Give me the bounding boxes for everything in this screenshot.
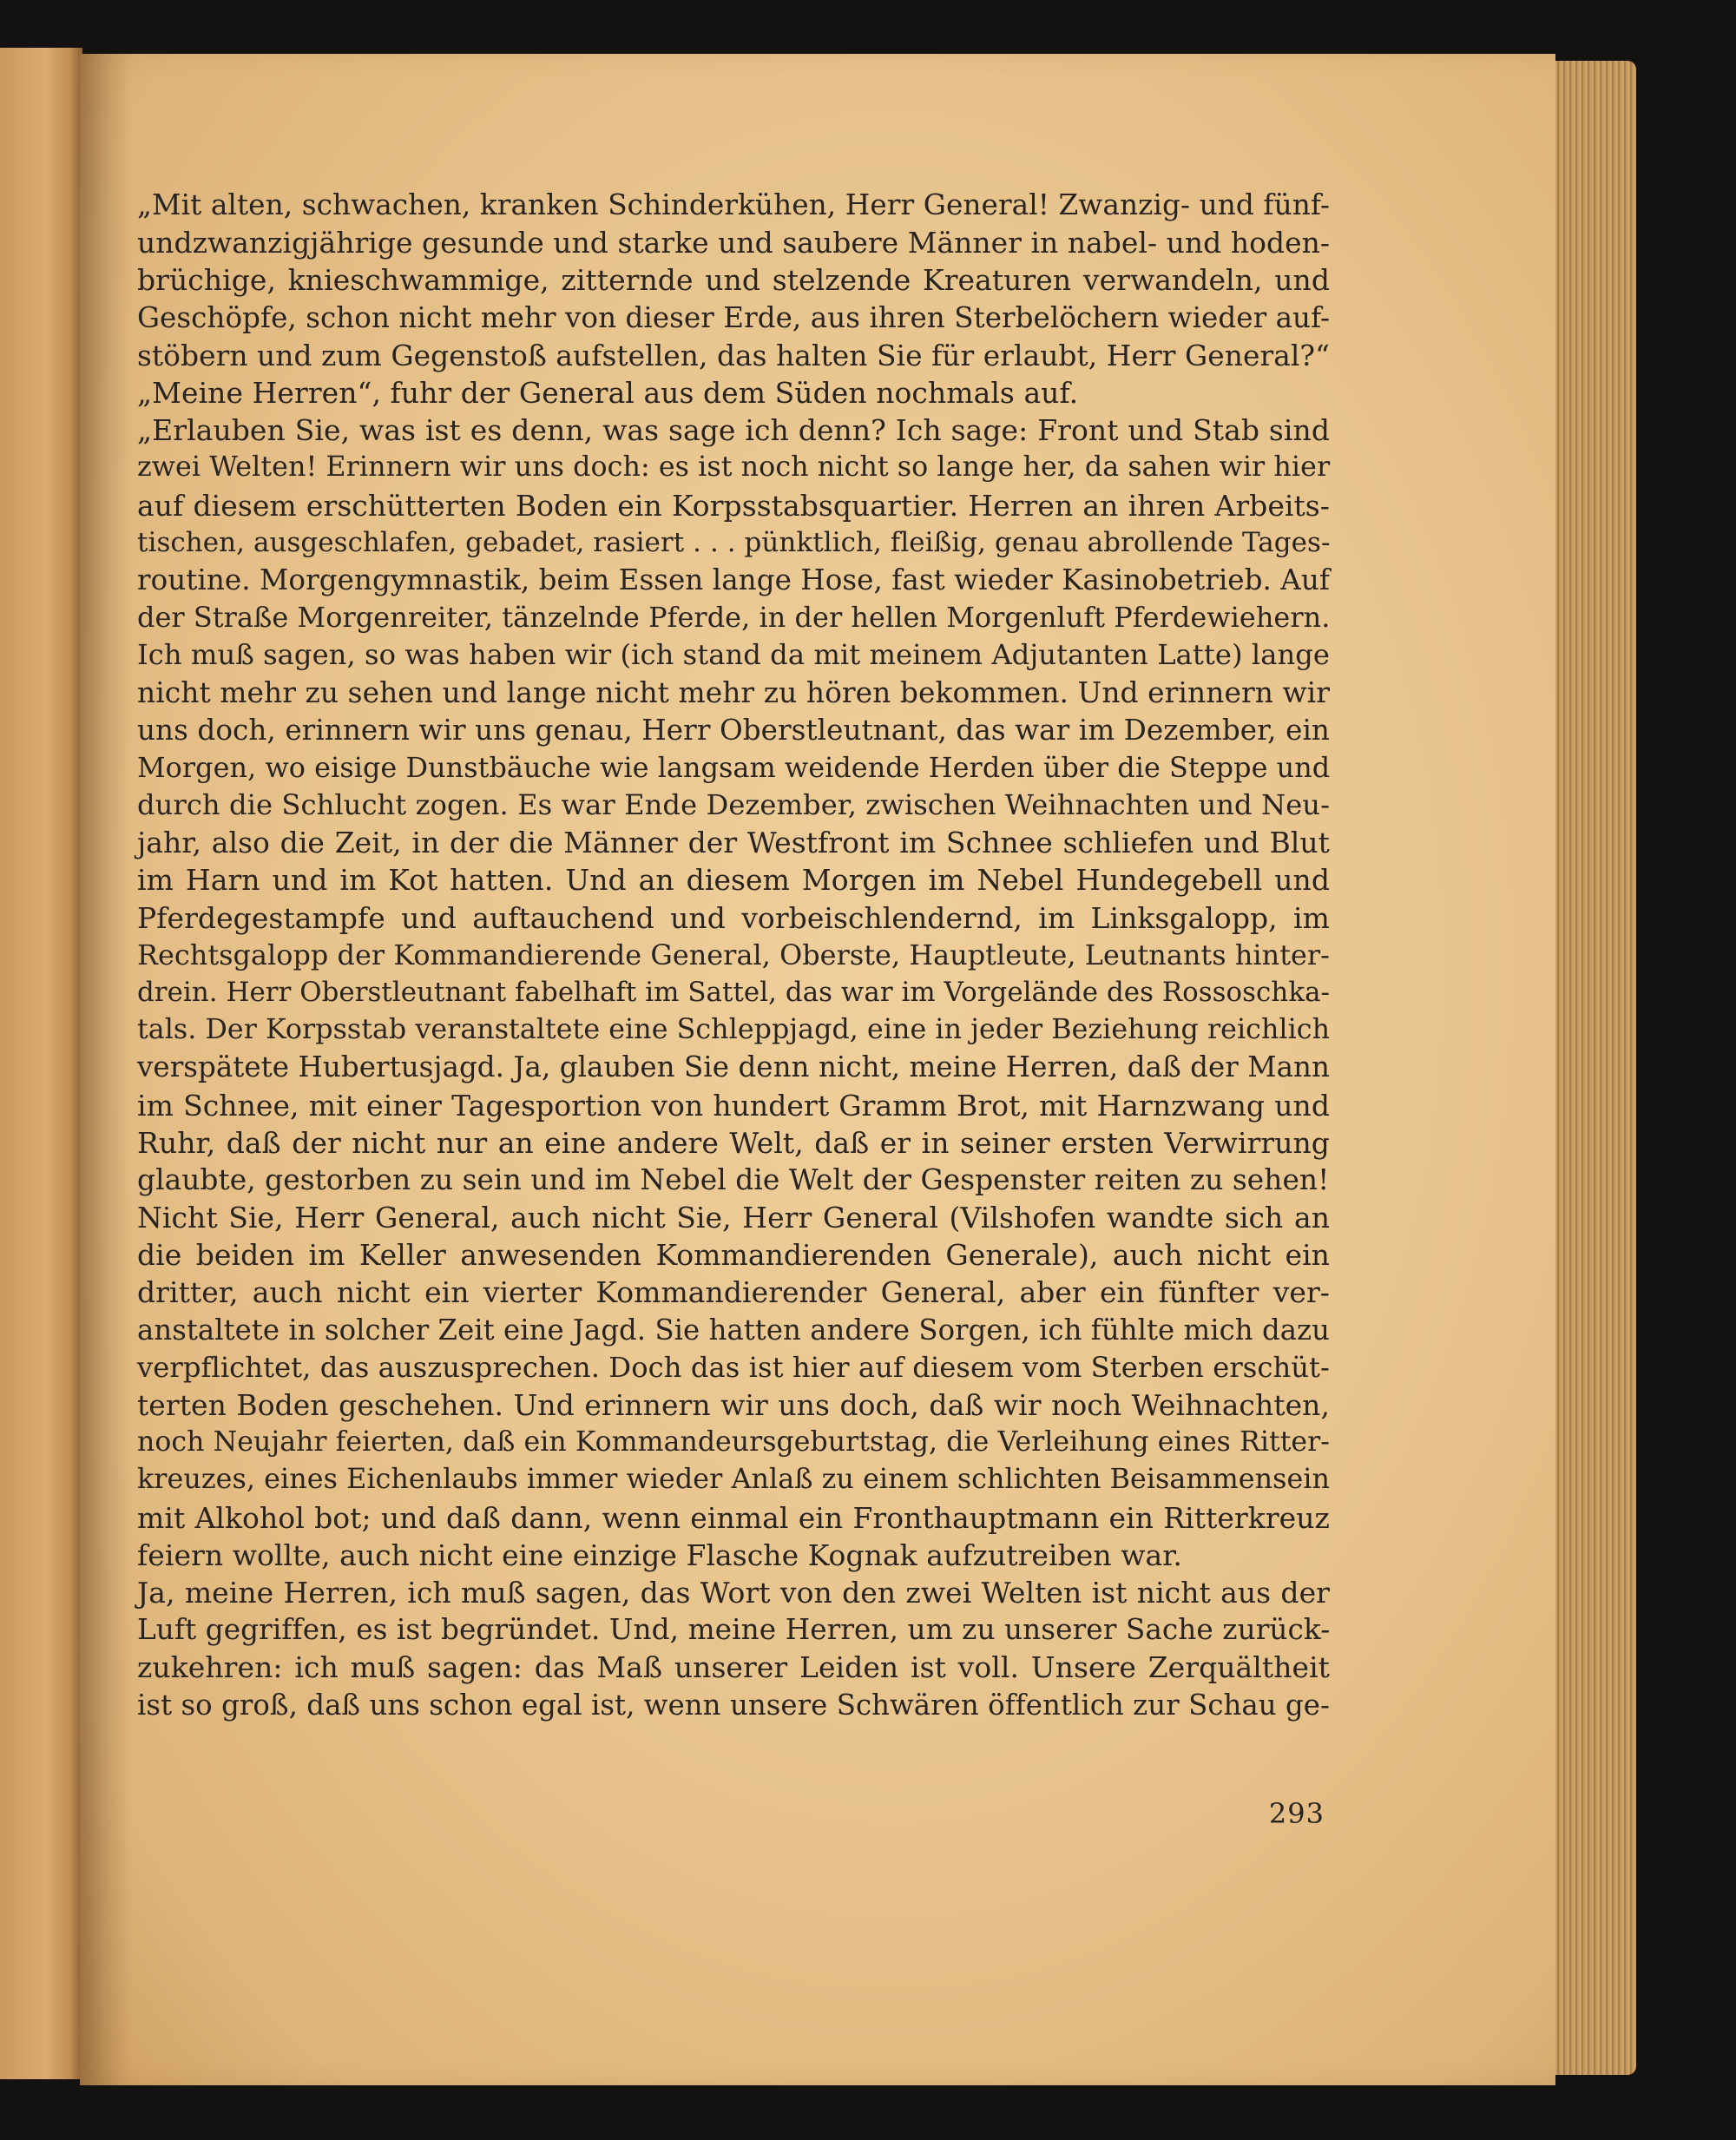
- text-line: tischen, ausgeschlafen, gebadet, rasiert . . . pünktlich, fleißig, genau abrollende Tages-: [137, 526, 1331, 558]
- text-line: Ja, meine Herren, ich muß sagen, das Wort von den zwei Welten ist nicht aus der: [137, 1575, 1330, 1610]
- text-line: der Straße Morgenreiter, tänzelnde Pferde, in der hellen Morgenluft Pferdewiehern.: [137, 601, 1331, 635]
- text-line: stöbern und zum Gegenstoß aufstellen, das halten Sie für erlaubt, Herr General?“: [137, 338, 1330, 372]
- text-line: glaubte, gestorben zu sein und im Nebel die Welt der Gespenster reiten zu sehen!: [137, 1162, 1330, 1196]
- text-line: nicht mehr zu sehen und lange nicht mehr zu hören bekommen. Und erinnern wir: [137, 675, 1330, 710]
- body-text: [137, 187, 1330, 1724]
- text-line: Rechtsgalopp der Kommandierende General, Oberste, Hauptleute, Leutnants hinter-: [137, 938, 1330, 971]
- text-line: zukehren: ich muß sagen: das Maß unserer Leiden ist voll. Unsere Zerquältheit: [137, 1650, 1330, 1685]
- text-line: „Mit alten, schwachen, kranken Schinderkühen, Herr General! Zwanzig- und fünf-: [137, 188, 1330, 221]
- text-line: routine. Morgengymnastik, beim Essen lange Hose, fast wieder Kasinobetrieb. Auf: [137, 563, 1330, 596]
- text-line: Luft gegriffen, es ist begründet. Und, meine Herren, um zu unserer Sache zurück-: [137, 1613, 1331, 1647]
- text-line: Morgen, wo eisige Dunstbäuche wie langsam weidende Herden über die Steppe und: [137, 750, 1331, 784]
- text-line: feiern wollte, auch nicht eine einzige Flasche Kognak aufzutreiben war.: [137, 1538, 1182, 1572]
- text-line: die beiden im Keller anwesenden Kommandierenden Generale), auch nicht ein: [137, 1238, 1330, 1273]
- gutter-shadow: [80, 54, 132, 2085]
- facing-page-edge: [0, 48, 82, 2079]
- text-line: verpflichtet, das auszusprechen. Doch das ist hier auf diesem vom Sterben erschüt-: [137, 1350, 1330, 1384]
- text-line: Ruhr, daß der nicht nur an eine andere Welt, daß er in seiner ersten Verwirrung: [137, 1125, 1330, 1160]
- text-line: durch die Schlucht zogen. Es war Ende Dezember, zwischen Weihnachten und Neu-: [137, 788, 1330, 821]
- text-line: verspätete Hubertusjagd. Ja, glauben Sie denn nicht, meine Herren, daß der Mann: [137, 1050, 1330, 1084]
- text-line: dritter, auch nicht ein vierter Kommandierender General, aber ein fünfter ver-: [137, 1275, 1330, 1310]
- page-number: 293: [1268, 1797, 1325, 1830]
- text-line: kreuzes, eines Eichenlaubs immer wieder Anlaß zu einem schlichten Beisammensein: [137, 1464, 1331, 1496]
- text-line: ist so groß, daß uns schon egal ist, wenn unsere Schwären öffentlich zur Schau ge-: [137, 1688, 1330, 1722]
- text-line: zwei Welten! Erinnern wir uns doch: es ist noch nicht so lange her, da sahen wir hier: [137, 451, 1331, 484]
- text-line: mit Alkohol bot; und daß dann, wenn einmal ein Fronthauptmann ein Ritterkreuz: [137, 1500, 1330, 1535]
- text-line: Geschöpfe, schon nicht mehr von dieser Erde, aus ihren Sterbelöchern wieder auf-: [137, 300, 1331, 334]
- text-line: „Erlauben Sie, was ist es denn, was sage ich denn? Ich sage: Front und Stab sind: [137, 413, 1330, 448]
- text-line: Pferdegestampfe und auftauchend und vorbeischlendernd, im Linksgalopp, im: [137, 900, 1330, 935]
- text-line: drein. Herr Oberstleutnant fabelhaft im Sattel, das war im Vorgelände des Rossoschka-: [137, 976, 1330, 1008]
- text-line: anstaltete in solcher Zeit eine Jagd. Sie hatten andere Sorgen, ich fühlte mich dazu: [137, 1313, 1330, 1347]
- text-line: im Harn und im Kot hatten. Und an diesem Morgen im Nebel Hundegebell und: [137, 863, 1330, 898]
- text-line: „Meine Herren“, fuhr der General aus dem Süden nochmals auf.: [137, 375, 1079, 410]
- text-line: terten Boden geschehen. Und erinnern wir uns doch, daß wir noch Weihnachten,: [137, 1388, 1330, 1422]
- text-line: brüchige, knieschwammige, zitternde und stelzende Kreaturen verwandeln, und: [137, 263, 1330, 298]
- text-line: im Schnee, mit einer Tagesportion von hundert Gramm Brot, mit Harnzwang und: [137, 1088, 1330, 1123]
- text-line: uns doch, erinnern wir uns genau, Herr Oberstleutnant, das war im Dezember, ein: [137, 713, 1330, 747]
- text-line: Ich muß sagen, so was haben wir (ich stand da mit meinem Adjutanten Latte) lange: [137, 638, 1330, 672]
- text-line: auf diesem erschütterten Boden ein Korpsstabsquartier. Herren an ihren Arbeits-: [137, 488, 1330, 523]
- text-line: jahr, also die Zeit, in der die Männer der Westfront im Schnee schliefen und Blut: [137, 826, 1330, 860]
- text-line: tals. Der Korpsstab veranstaltete eine Schleppjagd, eine in jeder Beziehung reichlich: [137, 1014, 1331, 1046]
- text-line: Nicht Sie, Herr General, auch nicht Sie, Herr General (Vilshofen wandte sich an: [137, 1201, 1330, 1235]
- text-line: noch Neujahr feierten, daß ein Kommandeursgeburtstag, die Verleihung eines Ritter-: [137, 1426, 1330, 1458]
- text-line: undzwanzigjährige gesunde und starke und saubere Männer in nabel- und hoden-: [137, 226, 1331, 260]
